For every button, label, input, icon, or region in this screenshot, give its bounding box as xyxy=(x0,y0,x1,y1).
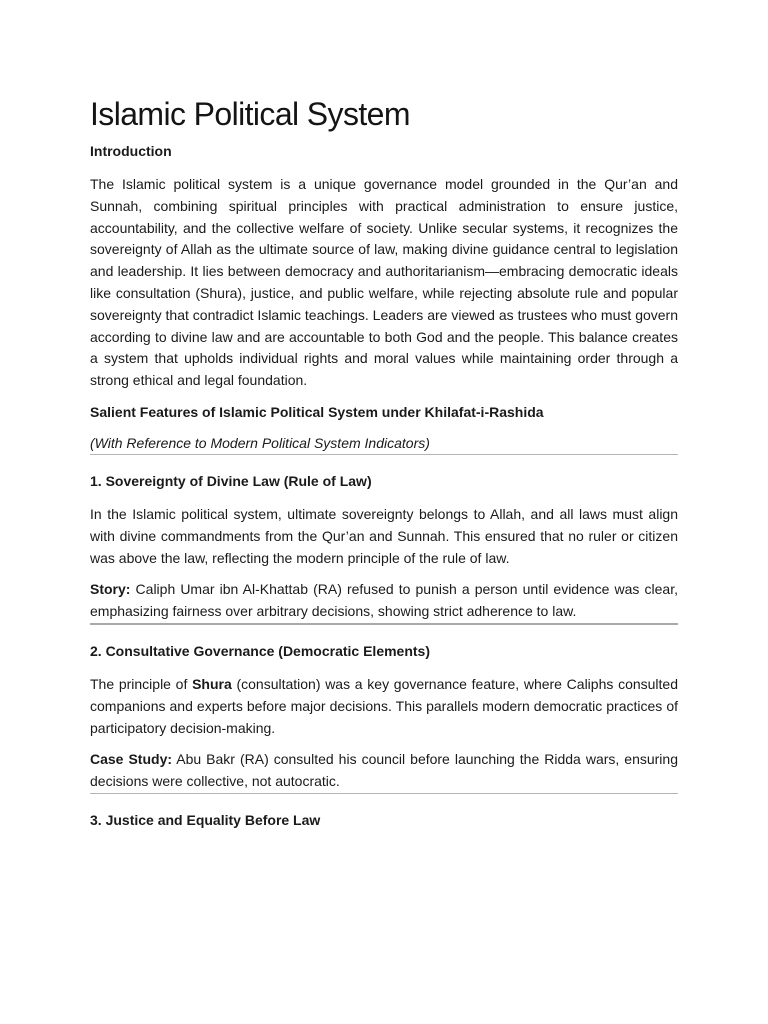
section-1-heading: 1. Sovereignty of Divine Law (Rule of Law) xyxy=(90,472,372,489)
section-2-case-study xyxy=(90,749,678,793)
case-study-label: Case Study: xyxy=(90,751,173,768)
page-title: Islamic Political System xyxy=(90,96,410,132)
section-divider xyxy=(90,454,678,455)
story-label: Story: xyxy=(90,581,131,598)
case-study-text: Abu Bakr (RA) consulted his council before launching the Ridda wars, ensuring decisions were collective, not autocratic. xyxy=(90,751,678,790)
section-3-heading: 3. Justice and Equality Before Law xyxy=(90,811,321,828)
salient-features-heading: Salient Features of Islamic Political System under Khilafat-i-Rashida xyxy=(90,403,544,420)
section-1-paragraph: In the Islamic political system, ultimate sovereignty belongs to Allah, and all laws must align with divine commandments from the Qur’an and Sunnah. This ensured that no ruler or citizen was above the law, reflecting the modern principle of the rule of law. xyxy=(90,505,678,566)
section-divider xyxy=(90,623,678,625)
intro-heading: Introduction xyxy=(90,143,172,159)
shura-term: Shura xyxy=(192,675,232,692)
paragraph-text-before: The principle of xyxy=(90,675,193,692)
section-1-story xyxy=(90,579,678,623)
intro-paragraph: The Islamic political system is a unique governance model grounded in the Qur’an and Sunnah, combining spiritual principles with practical administration to ensure justice, accountability, and the collective welfare of society. Unlike secular systems, it recognizes the sovereignty of Allah as the ultimate source of law, making divine guidance central to legislation and leadership. It lies between democracy and authoritarianism—embracing democratic ideals like consultation (Shura), justice, and public welfare, while rejecting absolute rule and popular sovereignty that contradict Islamic teachings. Leaders are viewed as trustees who must govern according to divine law and are accountable to both God and the people. This balance creates a system that upholds individual rights and moral values while maintaining order through a strong ethical and legal foundation. xyxy=(90,176,678,389)
story-text: Caliph Umar ibn Al-Khattab (RA) refused to punish a person until evidence was clear, emphasizing fairness over arbitrary decisions, showing strict adherence to law. xyxy=(90,581,678,620)
reference-note: (With Reference to Modern Political System Indicators) xyxy=(90,434,430,451)
section-2-heading: 2. Consultative Governance (Democratic Elements) xyxy=(90,642,430,659)
section-2-paragraph xyxy=(90,674,678,739)
paragraph-text-after: (consultation) was a key governance feature, where Caliphs consulted companions and experts before major decisions. This parallels modern democratic practices of participatory decision-making. xyxy=(90,675,678,736)
section-divider xyxy=(90,793,678,794)
